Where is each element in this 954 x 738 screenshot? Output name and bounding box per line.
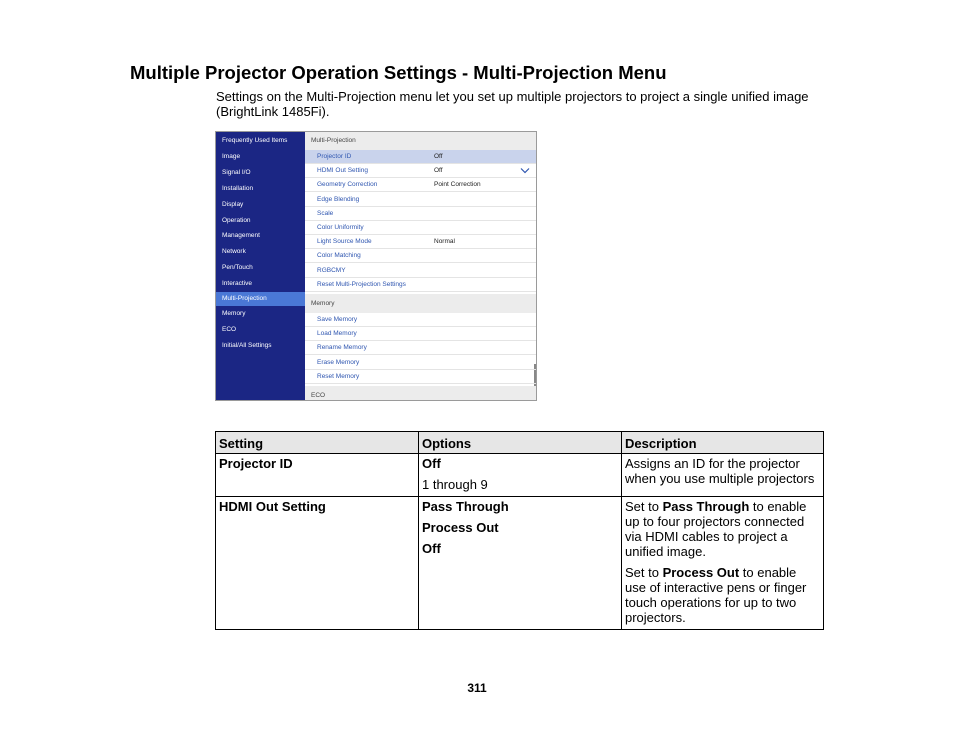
option-value: Process Out	[422, 520, 499, 535]
option-value: Off	[422, 541, 441, 556]
table-header-row	[216, 432, 824, 454]
description-paragraph	[625, 456, 820, 486]
header-description: Description	[622, 432, 824, 454]
setting-name-cell: Projector ID	[216, 454, 419, 497]
menu-row[interactable]	[305, 313, 536, 327]
intro-paragraph: Settings on the Multi-Projection menu let you set up multiple projectors to project a single unified image (BrightLink 1485Fi).	[216, 89, 809, 119]
header-options: Options	[419, 432, 622, 454]
menu-row[interactable]	[305, 150, 536, 164]
menu-row[interactable]	[305, 278, 536, 292]
menu-row-label: Light Source Mode	[317, 238, 372, 246]
menu-row-label: RGBCMY	[317, 266, 346, 274]
menu-section-heading: Multi-Projection	[305, 132, 536, 150]
menu-sidebar-item[interactable]: Display	[222, 200, 244, 208]
option-value: Off	[422, 456, 441, 471]
description-text: Set to	[625, 499, 663, 514]
menu-section-heading: Memory	[305, 294, 536, 313]
menu-row[interactable]	[305, 327, 536, 341]
description-text: Set to	[625, 565, 663, 580]
menu-row[interactable]	[305, 264, 536, 278]
menu-row-label: Reset Multi-Projection Settings	[317, 280, 406, 288]
menu-sidebar-item[interactable]: Operation	[222, 216, 251, 224]
page-number: 311	[467, 681, 487, 695]
option-value: 1 through 9	[422, 477, 488, 492]
menu-row-label: HDMI Out Setting	[317, 167, 368, 175]
menu-row-label: Color Matching	[317, 252, 361, 260]
menu-row[interactable]	[305, 370, 536, 384]
menu-row-value: Off	[434, 167, 443, 175]
description-cell	[622, 454, 824, 497]
menu-sidebar-item[interactable]: Network	[222, 248, 246, 256]
description-text: Assigns an ID for the projector when you use multiple projectors	[625, 456, 815, 486]
option-value: Pass Through	[422, 499, 509, 514]
description-text: to enable up to four projectors connected via HDMI cables to project a unified image.	[625, 499, 807, 559]
menu-row-value: Normal	[434, 238, 455, 246]
menu-sidebar-item[interactable]: Image	[222, 152, 241, 160]
description-emphasis: Process Out	[662, 565, 740, 580]
description-paragraph	[625, 499, 820, 559]
menu-sidebar-item[interactable]: Interactive	[222, 280, 252, 288]
setting-name-cell: HDMI Out Setting	[216, 497, 419, 630]
menu-section-heading: ECO	[305, 386, 536, 401]
menu-sidebar-item[interactable]: Memory	[222, 310, 246, 318]
menu-row-label: Scale	[317, 209, 334, 217]
description-text: to enable use of interactive pens or finger touch operations for up to two projectors.	[625, 565, 807, 625]
menu-row[interactable]	[305, 221, 536, 235]
chevron-down-icon[interactable]	[520, 167, 530, 174]
menu-row-label: Geometry Correction	[317, 181, 378, 189]
menu-row-label: Save Memory	[317, 316, 358, 323]
menu-sidebar-item[interactable]: Management	[222, 232, 260, 240]
menu-sidebar-item[interactable]: Signal I/O	[222, 168, 251, 176]
menu-sidebar-item[interactable]: Pen/Touch	[222, 264, 253, 272]
menu-row-label: Edge Blending	[317, 195, 360, 203]
description-cell	[622, 497, 824, 630]
options-cell	[419, 497, 622, 630]
menu-row[interactable]	[305, 164, 536, 178]
description-emphasis: Pass Through	[662, 499, 750, 514]
description-paragraph	[625, 565, 820, 625]
menu-row[interactable]	[305, 207, 536, 221]
header-setting: Setting	[216, 432, 419, 454]
menu-row-label: Load Memory	[317, 330, 357, 338]
menu-sidebar-item[interactable]: Frequently Used Items	[222, 137, 288, 144]
menu-main-panel	[305, 132, 536, 400]
table-row	[216, 454, 824, 497]
menu-sidebar-item[interactable]: Multi-Projection	[216, 292, 305, 306]
menu-row-label: Rename Memory	[317, 344, 367, 352]
menu-row[interactable]	[305, 249, 536, 263]
options-cell	[419, 454, 622, 497]
menu-row-label: Color Uniformity	[317, 224, 364, 231]
menu-row[interactable]	[305, 235, 536, 249]
menu-row-value: Off	[434, 153, 443, 160]
menu-sidebar-item[interactable]: Installation	[222, 184, 254, 192]
menu-row-label: Projector ID	[317, 153, 352, 160]
menu-row-label: Reset Memory	[317, 372, 360, 380]
menu-sidebar-item[interactable]: ECO	[222, 326, 237, 334]
menu-sidebar-item[interactable]: Initial/All Settings	[222, 342, 272, 350]
multi-projection-menu-screenshot	[215, 131, 537, 401]
menu-row-label: Erase Memory	[317, 358, 360, 366]
settings-table	[215, 431, 824, 630]
table-row	[216, 497, 824, 630]
menu-row[interactable]	[305, 341, 536, 355]
menu-row[interactable]	[305, 178, 536, 192]
menu-sidebar	[216, 132, 305, 400]
page-title: Multiple Projector Operation Settings - Multi-Projection Menu	[130, 62, 667, 83]
menu-row-value: Point Correction	[434, 181, 481, 189]
menu-row[interactable]	[305, 356, 536, 370]
menu-row[interactable]	[305, 193, 536, 207]
